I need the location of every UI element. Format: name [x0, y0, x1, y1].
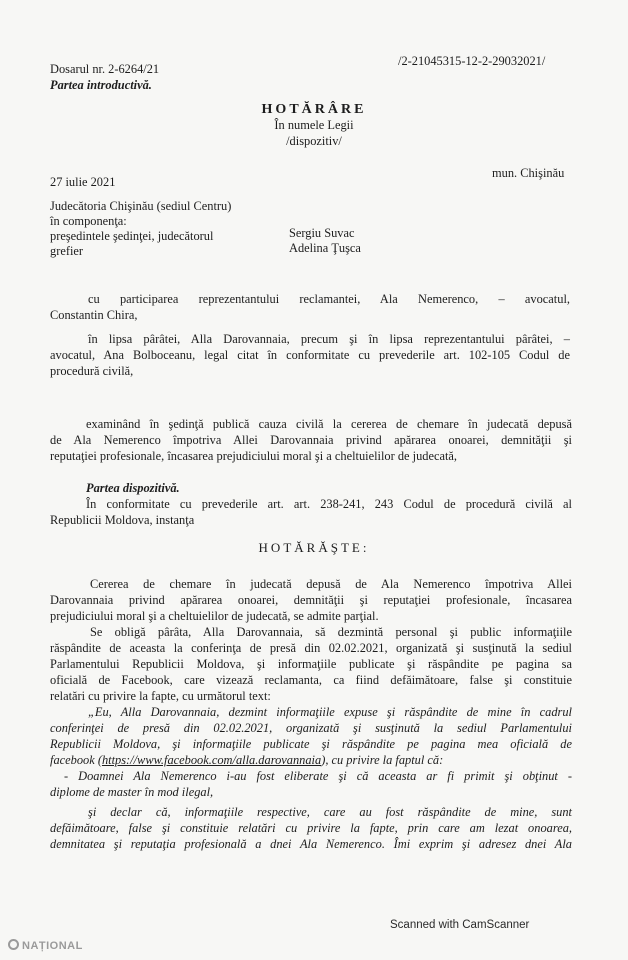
title-dispozitiv: /dispozitiv/ — [286, 134, 342, 148]
quote-text: ), cu privire la faptul că: — [321, 753, 444, 767]
decision-line: Darovannaia privind apărarea onoarei, demnităţii şi reputaţiei profesionale, încasarea — [50, 593, 572, 607]
paragraph-line: Constantin Chira, — [50, 308, 138, 322]
paragraph-line: de Ala Nemerenco împotriva Allei Darovannaia privind apărarea onoarei, demnităţii şi — [50, 433, 572, 447]
court-composition: în componenţa: — [50, 214, 127, 228]
paragraph-line: În conformitate cu prevederile art. art. 238-241, 243 Codul de procedură civilă al — [86, 497, 572, 511]
scanner-footer: Scanned with CamScanner — [390, 919, 530, 931]
quote-text: facebook ( — [50, 753, 102, 767]
quote-line: demnitatea şi reputaţia profesională a dnei Ala Nemerenco. Îmi exprim şi adresez dnei Ala — [50, 837, 572, 851]
judge-name: Sergiu Suvac — [289, 226, 355, 240]
clerk-name: Adelina Ţuşca — [289, 241, 361, 255]
judge-role: preşedintele şedinţei, judecătorul — [50, 229, 214, 243]
quote-line: defăimătoare, false şi constituie relatări cu privire la fapte, prin care am lezat onoarea, — [50, 821, 572, 835]
quote-line: Republicii Moldova, şi informaţiile publicate şi răspândite pe pagina mea oficială de — [50, 737, 572, 751]
decision-date: 27 iulie 2021 — [50, 175, 116, 189]
facebook-link[interactable]: https://www.facebook.com/alla.darovannaia — [101, 753, 322, 767]
document-title: HOTĂRÂRE — [261, 102, 367, 117]
decision-line: Se obligă pârâta, Alla Darovannaia, să dezmintă personal şi public informaţiile — [90, 625, 572, 639]
quote-line: conferinţei de presă din 02.02.2021, organizată şi susţinută la sediul Parlamentului — [50, 721, 572, 735]
quote-line: diplome de master în mod ilegal, — [50, 785, 214, 799]
clerk-role: grefier — [50, 244, 84, 258]
quote-line — [50, 753, 443, 768]
paragraph-line: avocatul, Ana Bolboceanu, legal citat în conformitate cu prevederile art. 102-105 Codul de — [50, 348, 570, 362]
quote-line: şi declar că, informaţiile respective, care au fost răspândite de mine, sunt — [88, 805, 572, 819]
case-number: Dosarul nr. 2-6264/21 — [50, 62, 160, 76]
introductory-part-label: Partea introductivă. — [50, 78, 152, 92]
paragraph-line: reputaţiei profesionale, încasarea prejudiciului moral şi a cheltuielilor de judecată, — [50, 449, 457, 463]
national-logo-icon — [8, 939, 19, 950]
paragraph-line: examinând în şedinţă publică cauza civilă la cererea de chemare în judecată depusă — [86, 417, 572, 431]
decision-line: Cererea de chemare în judecată depusă de Ala Nemerenco împotriva Allei — [90, 577, 572, 591]
paragraph-line: Republicii Moldova, instanţa — [50, 513, 195, 527]
decides-heading: HOTĂRĂŞTE: — [258, 540, 370, 555]
decision-line: relatări cu privire la fapte, cu următorul text: — [50, 689, 271, 703]
dispositive-part-label: Partea dispozitivă. — [86, 481, 180, 495]
paragraph-line: procedură civilă, — [50, 364, 134, 378]
quote-line: „Eu, Alla Darovannaia, dezmint informaţiile expuse şi răspândite de mine în cadrul — [88, 705, 572, 719]
quote-line: - Doamnei Ala Nemerenco i-au fost eliberate şi că aceasta ar fi primit şi obţinut - — [64, 769, 572, 783]
court-name: Judecătoria Chişinău (sediul Centru) — [50, 199, 232, 213]
title-subtitle: În numele Legii — [274, 118, 354, 132]
decision-line: Parlamentului Republicii Moldova, şi informaţiile publicate şi răspândite pe pagina sa — [50, 657, 572, 671]
paragraph-line: cu participarea reprezentantului reclamantei, Ala Nemerenco, – avocatul, — [88, 292, 570, 306]
decision-line: prejudiciului moral şi a cheltuielilor de judecată, se admite parţial. — [50, 609, 379, 623]
watermark-text: NAȚIONAL — [22, 940, 83, 952]
decision-place: mun. Chişinău — [492, 166, 565, 180]
case-code: /2-21045315-12-2-29032021/ — [398, 54, 546, 68]
decision-line: răspândite de aceasta la conferinţa de presă din 02.02.2021, organizată şi susţinută la sediul — [50, 641, 572, 655]
paragraph-line: în lipsa pârâtei, Alla Darovannaia, precum şi în lipsa reprezentantului pârâtei, – — [88, 332, 570, 346]
national-watermark — [8, 939, 83, 952]
decision-line: oficială de Facebook, care vizează reclamanta, ca fiind defăimătoare, false şi constituie — [50, 673, 572, 687]
